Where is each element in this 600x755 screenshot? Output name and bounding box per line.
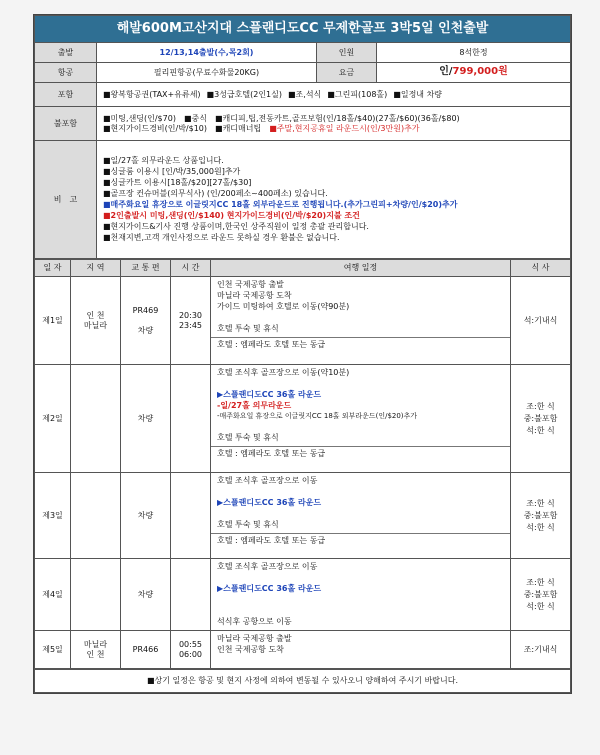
time: 20:30 23:45	[171, 277, 211, 365]
notes-list	[97, 141, 571, 259]
note-item: ■싱글룸 이용시 [인/박/35,000원]추가	[103, 167, 241, 176]
itinerary-line: 호텔 조식후 골프장으로 이동	[217, 476, 318, 485]
itinerary-line: -매주화요일 휴장으로 이글릿지CC 18홀 외부라운드(인/$20)추가	[217, 412, 418, 420]
price-value: 799,000원	[452, 66, 508, 78]
region	[71, 365, 121, 473]
itinerary-line: 호텔 투숙 및 휴식	[217, 432, 279, 442]
note-item: ■2인출발시 미팅,샌딩(인/$140) 현지가이드경비(인/박/$20)지불 조건	[103, 211, 360, 220]
meal-item: 석:한 식	[526, 601, 555, 611]
included-list	[97, 83, 571, 107]
included-item: ■일정내 차량	[393, 89, 443, 99]
itinerary-line: ▶스플랜디도CC 36홀 라운드	[217, 498, 322, 507]
schedule-header: 교 통 편	[121, 260, 171, 277]
schedule-table	[34, 259, 571, 669]
schedule-header: 시 간	[171, 260, 211, 277]
meal-item: 중:불포함	[523, 413, 558, 423]
notes-label: 비 고	[35, 141, 97, 259]
day-row	[35, 559, 571, 631]
itinerary-cell	[211, 277, 511, 365]
itinerary-line	[217, 595, 504, 605]
included-item: ■그린피(108홀)	[327, 89, 388, 99]
schedule-header: 식 사	[511, 260, 571, 277]
day-label: 제2일	[35, 365, 71, 473]
excluded-line-2	[103, 124, 570, 134]
footer-note: ■상기 일정은 항공 및 현지 사정에 의하여 변동될 수 있사오니 양해하여 주시기 바랍니다.	[35, 670, 571, 693]
excluded-line-1: ■미팅,샌딩(인/$70) ■중식 ■캐디피,팁,전동카트,골프보험(인/18홀/$40)(27홀/$60)(36홀/$80)	[103, 113, 460, 123]
meal-cell	[511, 365, 571, 473]
excluded-line-2-plain: ■현지가이드경비(인/박/$10) ■캐디매너팁	[103, 123, 270, 133]
note-item: ■현지가이드&기사 진행 상품이며,한국인 상주직원이 일정 총괄 관리합니다.	[103, 222, 369, 231]
meal-cell	[511, 559, 571, 631]
meal-item: 조:기내식	[523, 644, 558, 654]
included-item: ■왕복항공권(TAX+유류세)	[103, 89, 201, 99]
itinerary-line: 인천 국제공항 도착	[217, 645, 284, 654]
meal-item: 조:한 식	[526, 401, 555, 411]
hotel-line: 호텔 : 엠페라도 호텔 또는 동급	[211, 337, 510, 352]
itinerary-line: 인천 국제공항 출발	[217, 280, 284, 289]
region	[71, 559, 121, 631]
excluded-line-2-red: ■주말,현지공휴일 라운드시(인/3만원)추가	[269, 123, 420, 133]
meal-item: 석:한 식	[526, 522, 555, 532]
region	[71, 473, 121, 559]
day-row	[35, 631, 571, 669]
transport: 차량	[121, 559, 171, 631]
airline-label: 항공	[35, 63, 97, 83]
itinerary-cell	[211, 365, 511, 473]
day-row	[35, 277, 571, 365]
airline-value: 필리핀항공(무료수화물20KG)	[97, 63, 317, 83]
info-table	[34, 15, 571, 259]
itinerary-line	[217, 487, 504, 497]
note-item: ■골프장 컨슈머블(의무식사) (인/200페소~400페소) 있습니다.	[103, 189, 328, 198]
note-item: ■싱글카트 이용시[18홀/$20][27홀/$30]	[103, 178, 252, 187]
itinerary-line	[217, 573, 504, 583]
itinerary-cell	[211, 559, 511, 631]
time	[171, 559, 211, 631]
note-item: ■천재지변,고객 개인사정으로 라운드 못하실 경우 환불은 없습니다.	[103, 233, 340, 242]
meal-item: 석:기내식	[523, 315, 558, 325]
footer-table	[34, 669, 571, 693]
day-row	[35, 473, 571, 559]
hotel-line: 호텔 : 엠페라도 호텔 또는 동급	[211, 446, 510, 461]
itinerary-line: 호텔 투숙 및 휴식	[217, 324, 279, 333]
itinerary-cell	[211, 631, 511, 669]
itinerary-line	[217, 313, 504, 323]
included-item: ■3성급호텔(2인1실)	[206, 89, 282, 99]
page-title: 해발600M고산지대 스플랜디도CC 무제한골프 3박5일 인천출발	[35, 16, 571, 43]
note-item: ■매주화요일 휴장으로 이글릿지CC 18홀 외부라운드로 진행됩니다.(추가그린피+차량/인/$20)추가	[103, 200, 458, 209]
itinerary-line	[217, 422, 504, 432]
itinerary-line: 호텔 조식후 골프장으로 이동	[217, 562, 318, 571]
itinerary-line	[217, 379, 504, 389]
region: 인 천 마닐라	[71, 277, 121, 365]
transport: PR466	[121, 631, 171, 669]
itinerary-line: 호텔 조식후 골프장으로 이동(약10분)	[217, 368, 350, 377]
transport: 차량	[121, 473, 171, 559]
transport: 차량	[121, 365, 171, 473]
itinerary-line: -일/27홀 의무라운드	[217, 401, 292, 410]
price-cell	[377, 63, 571, 83]
itinerary-line: ▶스플랜디도CC 36홀 라운드	[217, 390, 322, 399]
day-label: 제4일	[35, 559, 71, 631]
meal-cell	[511, 277, 571, 365]
itinerary-line	[217, 606, 504, 616]
excluded-label: 불포함	[35, 107, 97, 141]
time	[171, 473, 211, 559]
schedule-header: 여행 일정	[211, 260, 511, 277]
time	[171, 365, 211, 473]
included-label: 포함	[35, 83, 97, 107]
region: 마닐라 인 천	[71, 631, 121, 669]
itinerary-line: 마닐라 국제공항 도착	[217, 291, 292, 300]
hotel-line: 호텔 : 엠페라도 호텔 또는 동급	[211, 533, 510, 548]
included-item: ■조,석식	[288, 89, 322, 99]
price-prefix: 인/	[439, 66, 453, 78]
meal-cell	[511, 473, 571, 559]
time: 00:55 06:00	[171, 631, 211, 669]
schedule-header: 일 자	[35, 260, 71, 277]
pax-value: 8석한정	[377, 43, 571, 63]
meal-item: 중:불포함	[523, 510, 558, 520]
itinerary-line: ▶스플랜디도CC 36홀 라운드	[217, 584, 322, 593]
itinerary-sheet	[33, 14, 572, 694]
departure-label: 출발	[35, 43, 97, 63]
pax-label: 인원	[317, 43, 377, 63]
day-label: 제3일	[35, 473, 71, 559]
itinerary-line: 가이드 미팅하여 호텔로 이동(약90분)	[217, 302, 350, 311]
day-label: 제5일	[35, 631, 71, 669]
note-item: ■일/27홀 의무라운드 상품입니다.	[103, 156, 224, 165]
transport: PR469 차량	[121, 277, 171, 365]
itinerary-line	[217, 509, 504, 519]
itinerary-cell	[211, 473, 511, 559]
meal-cell	[511, 631, 571, 669]
itinerary-line: 마닐라 국제공항 출발	[217, 634, 292, 643]
meal-item: 조:한 식	[526, 577, 555, 587]
schedule-header: 지 역	[71, 260, 121, 277]
meal-item: 중:불포함	[523, 589, 558, 599]
itinerary-line: 석식후 공항으로 이동	[217, 617, 292, 626]
day-row	[35, 365, 571, 473]
price-label: 요금	[317, 63, 377, 83]
departure-value: 12/13,14출발(수,목2회)	[97, 43, 317, 63]
meal-item: 조:한 식	[526, 498, 555, 508]
day-label: 제1일	[35, 277, 71, 365]
itinerary-line: 호텔 투숙 및 휴식	[217, 520, 279, 529]
excluded-list	[97, 107, 571, 141]
meal-item: 석:한 식	[526, 425, 555, 435]
